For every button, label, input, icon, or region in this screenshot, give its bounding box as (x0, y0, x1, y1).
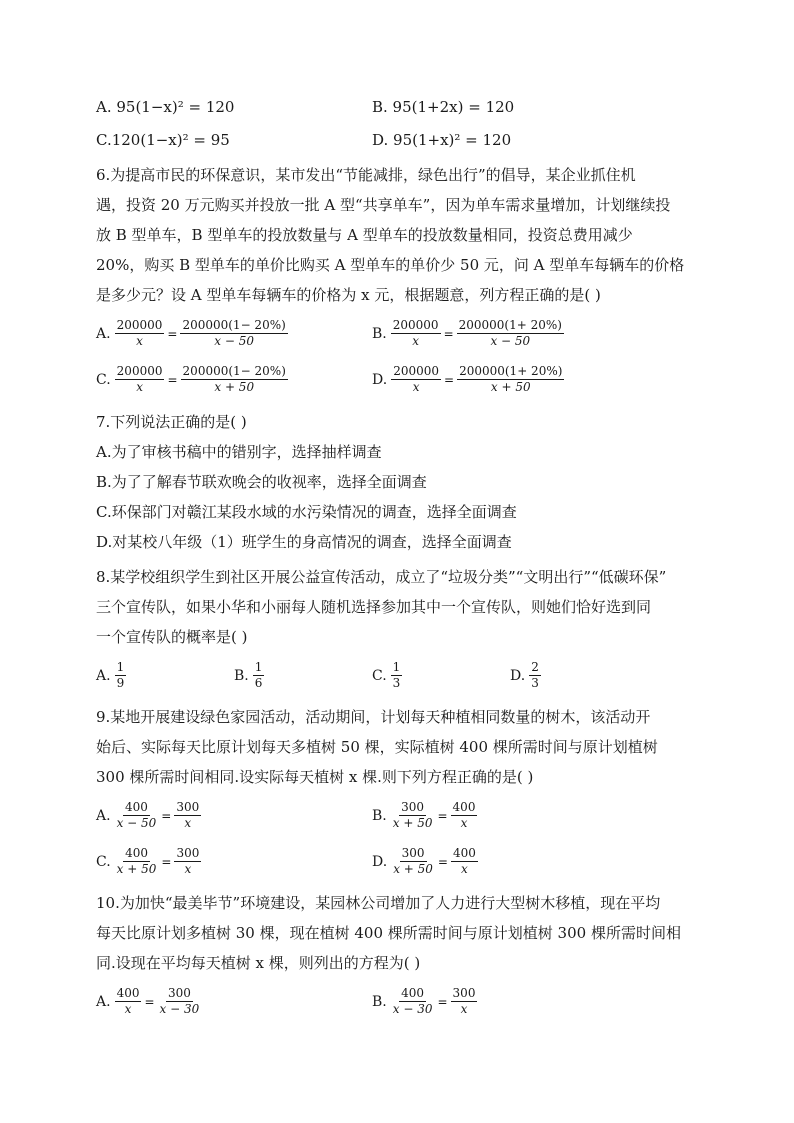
q6-option-c (96, 364, 289, 395)
option-label: B. (372, 993, 387, 1010)
q9-option-c (96, 846, 202, 877)
q6-option-d (372, 364, 565, 395)
fraction: $\frac{200000}{x}$ (392, 318, 439, 348)
q9-stem-line: 始后、实际每天比原计划每天多植树 50 棵，实际植树 400 棵所需时间与原计划植树 (96, 738, 658, 756)
fraction: $\frac{400}{x - 50}$ (116, 800, 157, 830)
fraction: $\frac{400}{x}$ (452, 846, 476, 876)
q5-option-a: A. 95(1−x)² = 120 (96, 98, 235, 116)
q7-option-c: C.环保部门对赣江某段水域的水污染情况的调查，选择全面调查 (96, 503, 517, 521)
fraction: $\frac{1}{9}$ (116, 660, 125, 690)
option-label: D. (372, 853, 388, 870)
q7-option-b: B.为了了解春节联欢晚会的收视率，选择全面调查 (96, 473, 427, 491)
option-label: A. (96, 993, 111, 1010)
fraction: $\frac{200000(1- 20\%)}{x + 50}$ (182, 364, 286, 394)
fraction: $\frac{300}{x + 50}$ (393, 846, 433, 876)
fraction: $\frac{300}{x}$ (176, 800, 200, 830)
equals-sign: = (167, 326, 178, 341)
fraction: $\frac{2}{3}$ (531, 660, 539, 690)
equals-sign: = (443, 326, 454, 341)
fraction: $\frac{200000}{x}$ (116, 364, 163, 394)
fraction: $\frac{200000(1+ 20\%)}{x - 50}$ (458, 318, 562, 348)
fraction: $\frac{200000}{x}$ (116, 318, 163, 348)
q9-stem-line: 300 棵所需时间相同.设实际每天植树 x 棵.则下列方程正确的是( ) (96, 768, 534, 786)
option-label: C. (372, 667, 387, 684)
q8-option-c (372, 660, 403, 691)
fraction: $\frac{300}{x - 30}$ (159, 986, 200, 1016)
q6-stem-line: 20%，购买 B 型单车的单价比购买 A 型单车的单价少 50 元，问 A 型单车每辆车的价格 (96, 256, 685, 274)
option-label: A. (96, 667, 111, 684)
fraction: $\frac{300}{x}$ (176, 846, 200, 876)
q7-block (96, 407, 696, 557)
fraction: $\frac{300}{x + 50}$ (392, 800, 433, 830)
equals-sign: = (437, 854, 448, 869)
option-label: B. (372, 807, 387, 824)
option-label: A. (96, 807, 111, 824)
q8-option-d (510, 660, 542, 691)
option-label: D. (372, 371, 388, 388)
equals-sign: = (144, 994, 155, 1009)
option-label: C. (96, 853, 111, 870)
q10-stem-line: 每天比原计划多植树 30 棵，现在植树 400 棵所需时间与原计划植树 300 棵所需时间相 (96, 924, 681, 942)
q9-option-b (372, 800, 478, 831)
option-label: B. (234, 667, 249, 684)
option-label: C. (96, 371, 111, 388)
q7-option-a: A.为了审核书稿中的错别字，选择抽样调查 (96, 443, 382, 461)
q6-stem-line: 遇，投资 20 万元购买并投放一批 A 型“共享单车”，因为单车需求量增加，计划继续投 (96, 196, 671, 214)
equals-sign: = (437, 808, 448, 823)
fraction: $\frac{1}{6}$ (254, 660, 263, 690)
option-label: D. (510, 667, 526, 684)
q8-stem-line: 三个宣传队，如果小华和小丽每人随机选择参加其中一个宣传队，则她们恰好选到同 (96, 598, 652, 616)
fraction: $\frac{400}{x - 30}$ (392, 986, 433, 1016)
fraction: $\frac{200000(1- 20\%)}{x - 50}$ (182, 318, 286, 348)
q5-option-b: B. 95(1+2x) = 120 (372, 98, 515, 116)
q10-option-a (96, 986, 202, 1017)
q9-option-d (372, 846, 479, 877)
q6-option-a (96, 318, 289, 349)
q6-stem (96, 160, 696, 310)
equals-sign: = (161, 854, 172, 869)
q7-option-d: D.对某校八年级（1）班学生的身高情况的调查，选择全面调查 (96, 533, 512, 551)
q9-option-a (96, 800, 202, 831)
q5-option-d: D. 95(1+x)² = 120 (372, 131, 512, 149)
q5-option-c: C.120(1−x)² = 95 (96, 131, 230, 149)
q6-stem-line: 是多少元？设 A 型单车每辆车的价格为 x 元，根据题意，列方程正确的是( ) (96, 286, 601, 304)
option-label: B. (372, 325, 387, 342)
q7-stem: 7.下列说法正确的是( ) (96, 413, 247, 431)
fraction: $\frac{300}{x}$ (452, 986, 476, 1016)
q8-stem-line: 8.某学校组织学生到社区开展公益宣传活动，成立了“垃圾分类”“文明出行”“低碳环保” (96, 568, 667, 586)
equals-sign: = (161, 808, 172, 823)
fraction: $\frac{200000(1+ 20\%)}{x + 50}$ (459, 364, 563, 394)
fraction: $\frac{400}{x}$ (452, 800, 476, 830)
fraction: $\frac{400}{x}$ (116, 986, 140, 1016)
option-label: A. (96, 325, 111, 342)
q9-stem (96, 702, 696, 792)
fraction: $\frac{1}{3}$ (392, 660, 401, 690)
fraction: $\frac{400}{x + 50}$ (116, 846, 157, 876)
equals-sign: = (437, 994, 448, 1009)
q10-stem-line: 同.设现在平均每天植树 x 棵，则列出的方程为( ) (96, 954, 421, 972)
q8-stem (96, 562, 696, 652)
equals-sign: = (444, 372, 455, 387)
q10-option-b (372, 986, 478, 1017)
q10-stem (96, 888, 696, 978)
q9-stem-line: 9.某地开展建设绿色家园活动，活动期间，计划每天种植相同数量的树木，该活动开 (96, 708, 651, 726)
q6-option-b (372, 318, 565, 349)
q8-option-a (96, 660, 127, 691)
q6-stem-line: 放 B 型单车，B 型单车的投放数量与 A 型单车的投放数量相同，投资总费用减少 (96, 226, 633, 244)
q10-stem-line: 10.为加快“最美毕节”环境建设，某园林公司增加了人力进行大型树木移植，现在平均 (96, 894, 661, 912)
fraction: $\frac{200000}{x}$ (393, 364, 439, 394)
q8-option-b (234, 660, 265, 691)
q8-stem-line: 一个宣传队的概率是( ) (96, 628, 248, 646)
equals-sign: = (167, 372, 178, 387)
q6-stem-line: 6.为提高市民的环保意识，某市发出“节能减排，绿色出行”的倡导，某企业抓住机 (96, 166, 636, 184)
